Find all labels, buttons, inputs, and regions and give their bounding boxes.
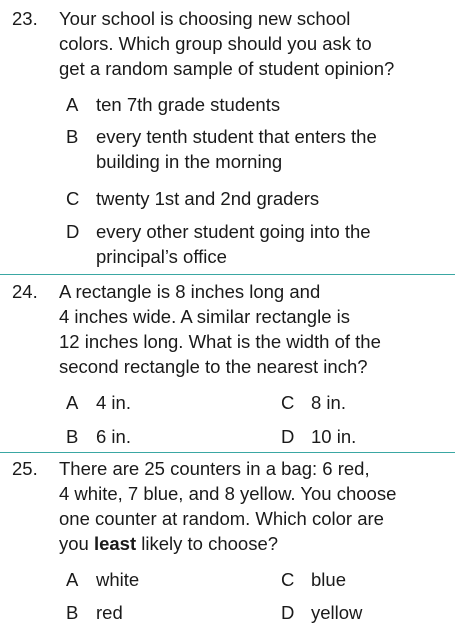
choice-text xyxy=(96,424,131,449)
question-number: 24. xyxy=(12,281,38,302)
choice-text-line: every tenth student that enters the xyxy=(96,126,377,147)
question-stem xyxy=(59,6,449,81)
stem-line xyxy=(59,531,449,556)
choice-letter: C xyxy=(66,188,80,209)
stem-line: get a random sample of student opinion? xyxy=(59,58,395,79)
choice-text-line: 8 in. xyxy=(311,392,346,413)
choice-text xyxy=(96,567,139,592)
stem-line: Your school is choosing new school xyxy=(59,8,351,29)
question-number: 23. xyxy=(12,8,38,29)
stem-line: 4 inches wide. A similar rectangle is xyxy=(59,306,350,327)
choice-text xyxy=(311,567,346,592)
choice-text-line: 4 in. xyxy=(96,392,131,413)
stem-line: 4 white, 7 blue, and 8 yellow. You choose xyxy=(59,483,397,504)
stem-line: one counter at random. Which color are xyxy=(59,508,384,529)
choice-text-line: yellow xyxy=(311,602,363,623)
choice-text xyxy=(311,600,362,625)
choice-text xyxy=(311,390,346,415)
choice-text-line: blue xyxy=(311,569,346,590)
question-number: 25. xyxy=(12,458,38,479)
stem-line: second rectangle to the nearest inch? xyxy=(59,356,368,377)
stem-line: colors. Which group should you ask to xyxy=(59,33,372,54)
choice-letter: B xyxy=(66,602,79,623)
choice-letter: B xyxy=(66,426,79,447)
stem-line: There are 25 counters in a bag: 6 red, xyxy=(59,458,370,479)
choice-text xyxy=(96,390,131,415)
stem-line: 12 inches long. What is the width of the xyxy=(59,331,381,352)
choice-text-line: principal’s office xyxy=(96,246,227,267)
stem-text: likely to choose? xyxy=(136,533,279,554)
choice-letter: D xyxy=(281,426,295,447)
question-stem xyxy=(59,279,449,379)
stem-text: you xyxy=(59,533,94,554)
choice-letter: A xyxy=(66,569,79,590)
question-stem xyxy=(59,456,449,556)
choice-letter: C xyxy=(281,569,295,590)
choice-text-line: 10 in. xyxy=(311,426,357,447)
choice-text-line: red xyxy=(96,602,123,623)
choice-letter: A xyxy=(66,392,79,413)
question-divider xyxy=(0,452,455,453)
choice-text-line: ten 7th grade students xyxy=(96,94,281,115)
choice-text-line: 6 in. xyxy=(96,426,131,447)
choice-text-line: building in the morning xyxy=(96,151,283,172)
choice-letter: C xyxy=(281,392,295,413)
choice-text xyxy=(96,124,377,174)
choice-text xyxy=(96,92,280,117)
question-divider xyxy=(0,274,455,275)
choice-text xyxy=(311,424,356,449)
choice-text xyxy=(96,219,371,269)
stem-emphasis: least xyxy=(93,533,137,554)
choice-text-line: white xyxy=(96,569,140,590)
choice-text xyxy=(96,186,319,211)
choice-letter: A xyxy=(66,94,79,115)
stem-line: A rectangle is 8 inches long and xyxy=(59,281,321,302)
choice-text-line: every other student going into the xyxy=(96,221,371,242)
choice-letter: D xyxy=(66,221,80,242)
choice-text-line: twenty 1st and 2nd graders xyxy=(96,188,320,209)
choice-text xyxy=(96,600,123,625)
choice-letter: D xyxy=(281,602,295,623)
choice-letter: B xyxy=(66,126,79,147)
